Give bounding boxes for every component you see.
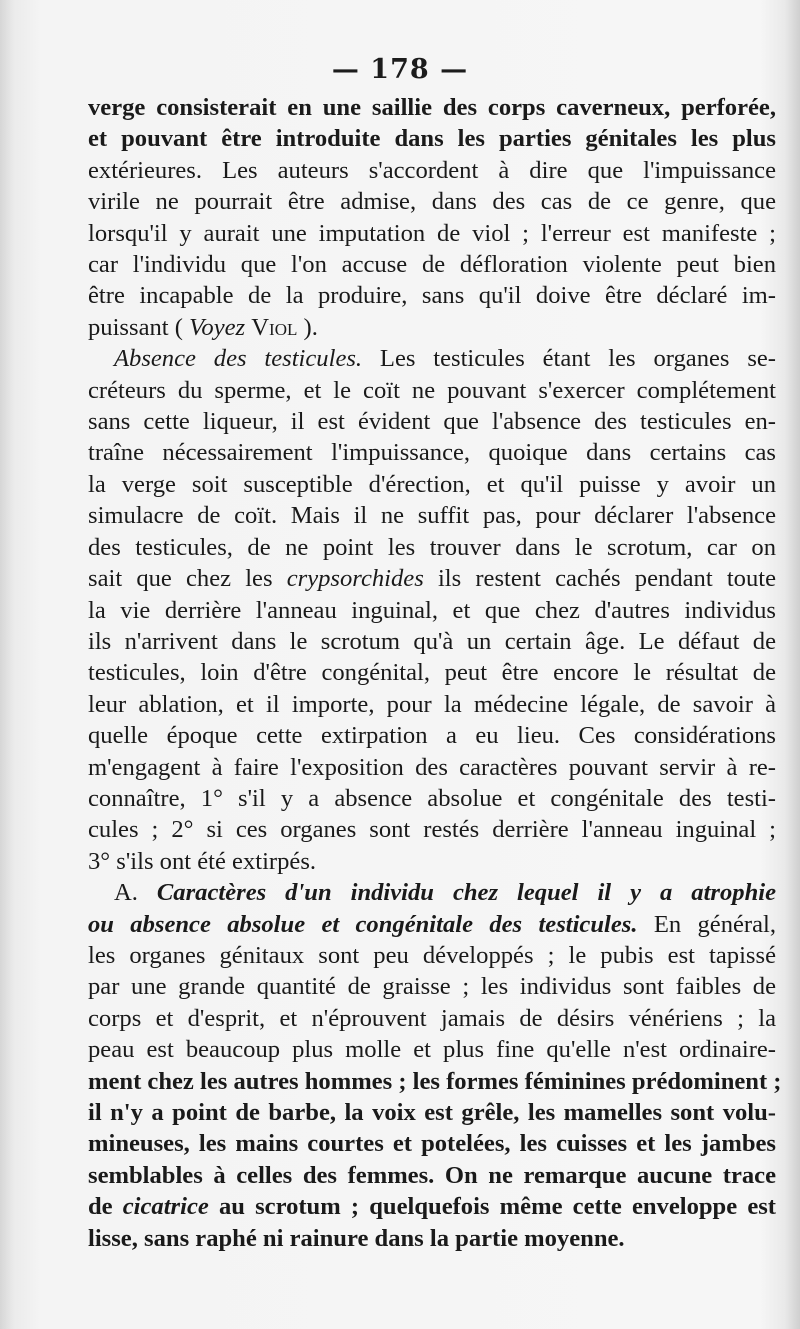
text-line: et pouvant être introduite dans les parties génitales les plus	[88, 125, 776, 153]
text-line: A. Caractères d'un individu chez lequel il y a atrophie	[114, 879, 776, 907]
text-line: ils n'arrivent dans le scrotum qu'à un certain âge. Le défaut de	[88, 627, 776, 655]
subsection-heading: ou absence absolue et congénitale des testicules.	[88, 910, 638, 938]
text-line: virile ne pourrait être admise, dans des cas de ce genre, que	[88, 188, 776, 216]
text-line: simulacre de coït. Mais il ne suffit pas, pour déclarer l'absence	[88, 502, 776, 530]
cross-reference-term: Viol	[251, 313, 298, 341]
term-italic: cicatrice	[122, 1193, 209, 1221]
section-heading: Absence des testicules.	[114, 345, 363, 373]
text-line: la verge soit susceptible d'érection, et qu'il puisse y avoir un	[88, 470, 776, 498]
text-line: peau est beaucoup plus molle et plus fine qu'elle n'est ordinaire-	[88, 1036, 776, 1064]
text-line: m'engagent à faire l'exposition des caractères pouvant servir à re-	[88, 753, 776, 781]
text-line: car l'individu que l'on accuse de défloration violente peut bien	[88, 251, 776, 279]
text-line: être incapable de la produire, sans qu'il doive être déclaré im-	[88, 282, 776, 310]
text-line: cules ; 2° si ces organes sont restés derrière l'anneau inguinal ;	[88, 816, 776, 844]
text-line: verge consisterait en une saillie des corps caverneux, perforée,	[88, 94, 776, 121]
text-line: quelle époque cette extirpation a eu lieu. Ces considérations	[88, 722, 776, 750]
body-text	[88, 92, 782, 1254]
text-line: les organes génitaux sont peu développés ; le pubis est tapissé	[88, 941, 776, 969]
text-line: extérieures. Les auteurs s'accordent à dire que l'impuissance	[88, 156, 776, 184]
term-italic: crypsorchides	[286, 565, 424, 593]
text-line: corps et d'esprit, et n'éprouvent jamais de désirs vénériens ; la	[88, 1004, 776, 1032]
text-line: sans cette liqueur, il est évident que l'absence des testicules en-	[88, 408, 776, 436]
text-line: lisse, sans raphé ni rainure dans la partie moyenne.	[88, 1224, 625, 1252]
text-line: créteurs du sperme, et le coït ne pouvant s'exercer complétement	[88, 376, 776, 404]
text-line: leur ablation, et il importe, pour la médecine légale, de savoir à	[88, 690, 776, 718]
text-line: ment chez les autres hommes ; les formes féminines prédominent ;	[88, 1067, 782, 1095]
text-line: semblables à celles des femmes. On ne remarque aucune trace	[88, 1161, 776, 1189]
text-line: testicules, loin d'être congénital, peut être encore le résultat de	[88, 659, 776, 687]
text-line: il n'y a point de barbe, la voix est grêle, les mamelles sont volu-	[88, 1099, 776, 1126]
text-line: par une grande quantité de graisse ; les individus sont faibles de	[88, 973, 776, 1001]
text-line: la vie derrière l'anneau inguinal, et que chez d'autres individus	[88, 596, 776, 624]
text-line: ou absence absolue et congénitale des testicules. En général,	[88, 910, 776, 938]
page-number: — 178 —	[331, 54, 469, 85]
text-line: des testicules, de ne point les trouver dans le scrotum, car on	[88, 533, 776, 561]
cross-reference: Voyez	[189, 313, 246, 341]
text-line: traîne nécessairement l'impuissance, quoique dans certains cas	[88, 439, 776, 467]
text-line: sait que chez les crypsorchides ils restent cachés pendant toute	[88, 565, 776, 593]
text-line: puissant ( Voyez Viol ).	[88, 313, 318, 341]
text-line: lorsqu'il y aurait une imputation de viol ; l'erreur est manifeste ;	[88, 219, 776, 247]
subsection-heading: Caractères d'un individu chez lequel il y a atrophie	[156, 879, 776, 907]
text-line: 3° s'ils ont été extirpés.	[88, 847, 317, 875]
text-line: connaître, 1° s'il y a absence absolue et congénitale des testi-	[88, 784, 776, 812]
text-line: Absence des testicules. Les testicules étant les organes se-	[114, 345, 776, 373]
text-line: de cicatrice au scrotum ; quelquefois même cette enveloppe est	[88, 1193, 776, 1221]
text-line: mineuses, les mains courtes et potelées, les cuisses et les jambes	[88, 1130, 776, 1158]
